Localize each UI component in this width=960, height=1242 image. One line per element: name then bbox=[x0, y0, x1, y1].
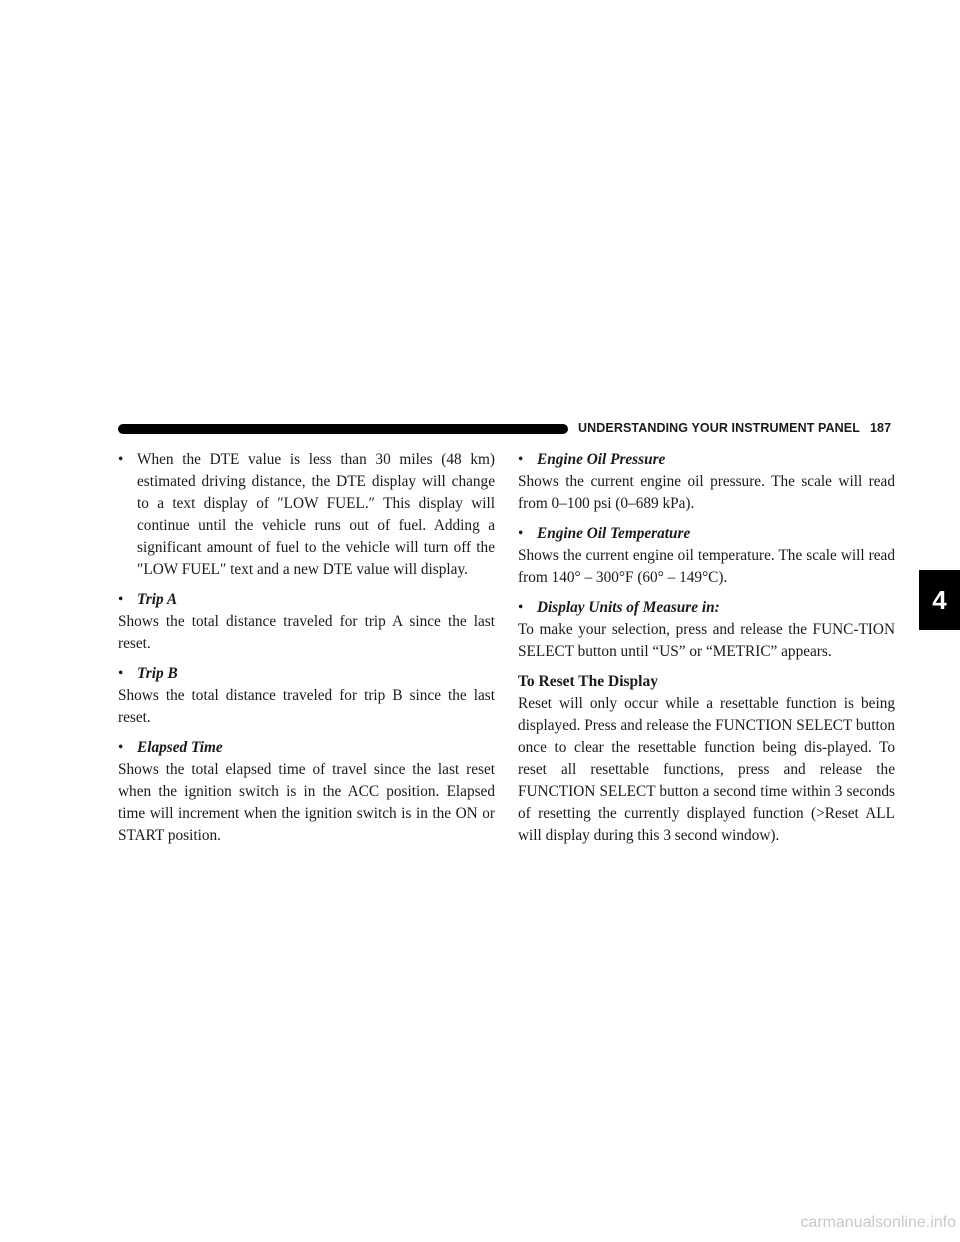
right-column bbox=[518, 449, 895, 847]
bullet-icon: • bbox=[518, 451, 524, 468]
elapsed-text: Shows the total elapsed time of travel since the last reset when the ignition switch is in the ACC position. Elapsed time will increment when the ignition switch is in the ON or START position. bbox=[118, 761, 495, 844]
watermark: carmanualsonline.info bbox=[800, 1214, 956, 1231]
chapter-tab: 4 bbox=[919, 570, 960, 630]
oil-pressure-text: Shows the current engine oil pressure. The scale will read from 0–100 psi (0–689 kPa). bbox=[518, 473, 895, 512]
oil-temp-term: Engine Oil Temperature bbox=[537, 525, 691, 542]
oil-temp-heading bbox=[518, 523, 895, 545]
trip-a-heading bbox=[118, 589, 495, 611]
elapsed-heading bbox=[118, 737, 495, 759]
left-column bbox=[118, 449, 495, 847]
trip-b-heading bbox=[118, 663, 495, 685]
bullet-icon: • bbox=[518, 525, 524, 542]
reset-text: Reset will only occur while a resettable function is being displayed. Press and release the FUNCTION SELECT button once to clear the resettable function being dis-played. To reset all resettable functions, press and release the FUNCTION SELECT button a second time within 3 seconds of resetting the currently displayed function (>Reset ALL will display during this 3 second window). bbox=[518, 695, 895, 844]
oil-pressure-term: Engine Oil Pressure bbox=[537, 451, 666, 468]
trip-b-term: Trip B bbox=[137, 665, 178, 682]
units-heading bbox=[518, 597, 895, 619]
bullet-icon: • bbox=[118, 451, 124, 468]
oil-temp-text: Shows the current engine oil temperature. The scale will read from 140° – 300°F (60° – 149°C). bbox=[518, 547, 895, 586]
bullet-icon: • bbox=[118, 591, 124, 608]
elapsed-term: Elapsed Time bbox=[137, 739, 223, 756]
units-term: Display Units of Measure in: bbox=[537, 599, 720, 616]
reset-heading: To Reset The Display bbox=[518, 673, 658, 690]
page-number: 187 bbox=[869, 421, 892, 435]
dte-bullet bbox=[118, 449, 495, 581]
trip-a-text: Shows the total distance traveled for trip A since the last reset. bbox=[118, 613, 495, 652]
oil-pressure-heading bbox=[518, 449, 895, 471]
section-title: UNDERSTANDING YOUR INSTRUMENT PANEL bbox=[578, 421, 860, 435]
bullet-icon: • bbox=[518, 599, 524, 616]
dte-text: When the DTE value is less than 30 miles (48 km) estimated driving distance, the DTE display will change to a text display of ″LOW FUEL.″ This display will continue until the vehicle runs out of fuel. Adding a significant amount of fuel to the vehicle will turn off the ″LOW FUEL″ text and a new DTE value will display. bbox=[137, 451, 495, 578]
running-header bbox=[578, 421, 908, 437]
bullet-icon: • bbox=[118, 739, 124, 756]
header-rule bbox=[118, 424, 568, 434]
trip-a-term: Trip A bbox=[137, 591, 178, 608]
trip-b-text: Shows the total distance traveled for trip B since the last reset. bbox=[118, 687, 495, 726]
units-text: To make your selection, press and release the FUNC-TION SELECT button until “US” or “METRIC” appears. bbox=[518, 621, 895, 660]
bullet-icon: • bbox=[118, 665, 124, 682]
